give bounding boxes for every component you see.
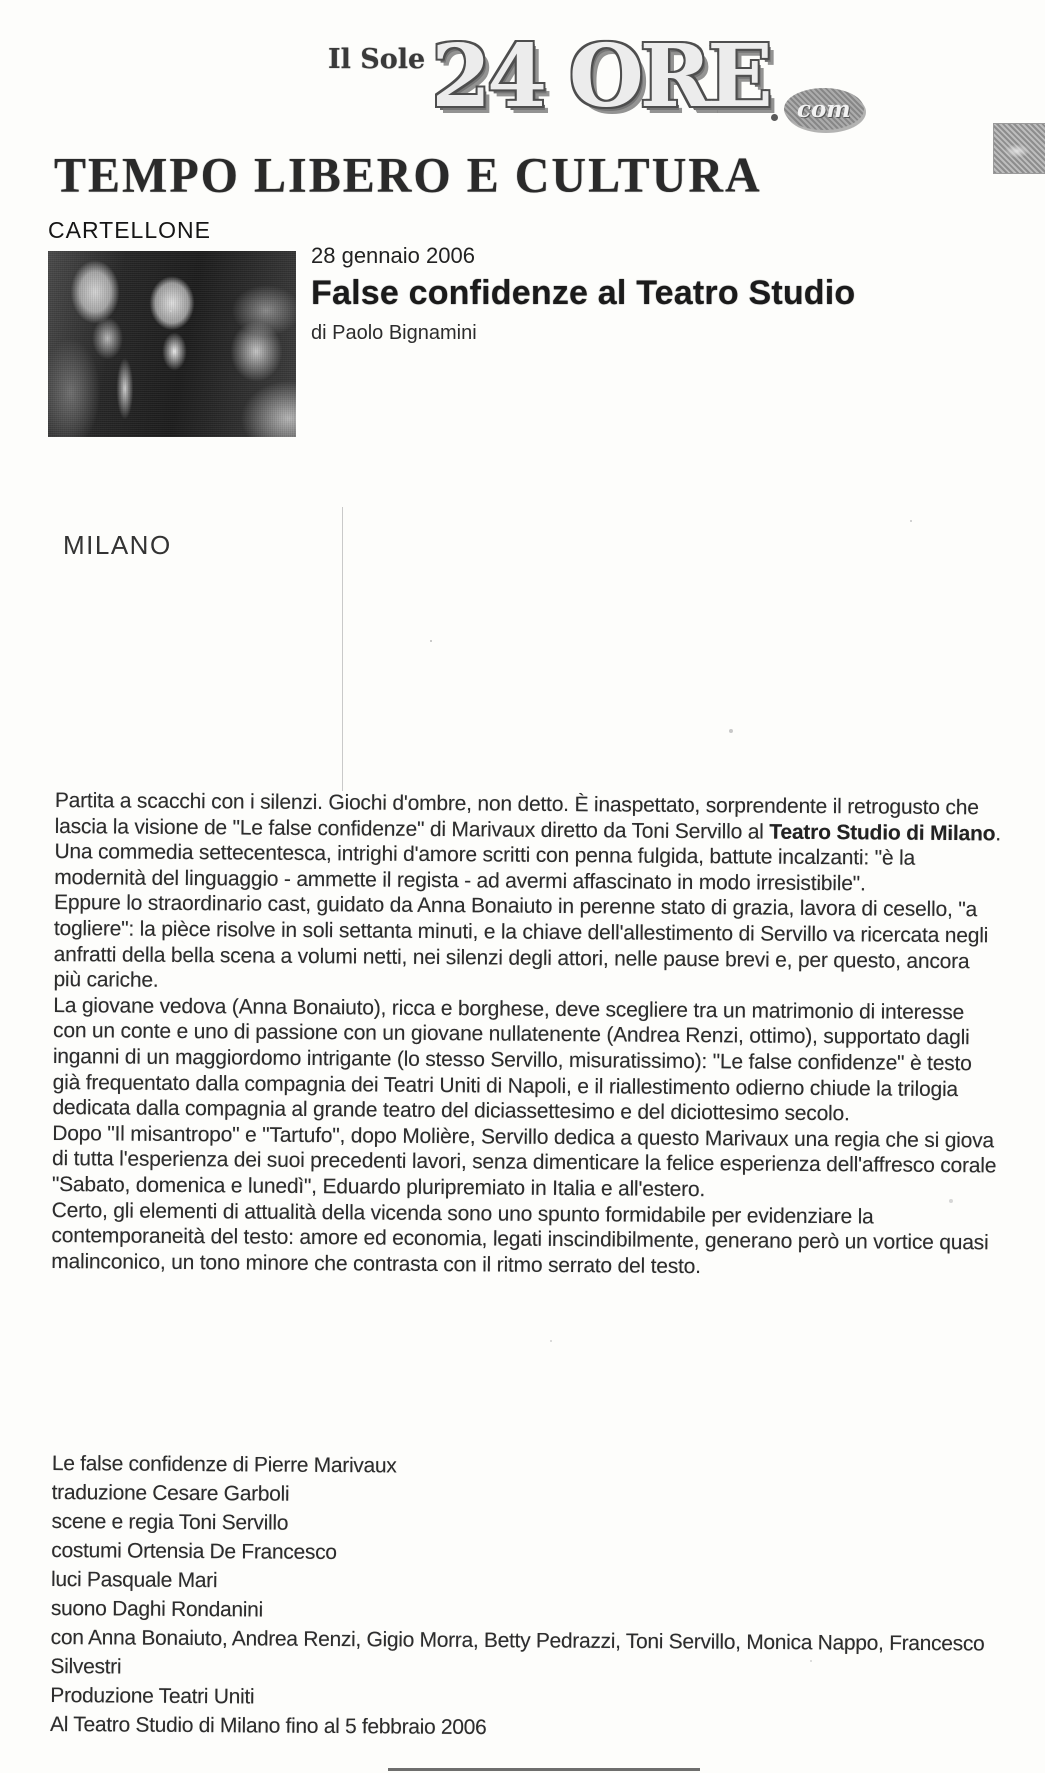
credit-title: Le false confidenze di Pierre Marivaux (51, 1451, 397, 1478)
article-body (51, 788, 1003, 1282)
article-byline: di Paolo Bignamini (311, 322, 477, 344)
credit-cast: con Anna Bonaiuto, Andrea Renzi, Gigio Morra, Betty Pedrazzi, Toni Servillo, Monica Nappo, Francesco Silvestri (50, 1625, 985, 1679)
logo-24ore-text: 24 ORE (431, 26, 769, 127)
paragraph-1-bold: Teatro Studio di Milano (769, 820, 996, 845)
paragraph-1-end: . (995, 821, 1002, 846)
paragraph-5: Dopo "Il misantropo" e "Tartufo", dopo Molière, Servillo dedica a questo Marivaux una regia che si giova di tutta l'esperienza dei suoi precedenti lavori, senza dimenticare la felice esperienza dell'affresco corale "Sabato, domenica e lunedì", Eduardo pluripremiato in Italia e all'estero. (51, 1121, 997, 1202)
logo-ilsole-text: Il Sole (328, 44, 426, 75)
article-photo (48, 251, 296, 437)
credits-block (50, 1449, 1032, 1746)
logo-dot (771, 114, 778, 121)
credit-lights: luci Pasquale Mari (51, 1567, 218, 1593)
credit-production: Produzione Teatri Uniti (50, 1683, 255, 1709)
credit-costumes: costumi Ortensia De Francesco (51, 1538, 337, 1564)
photo-halftone-overlay (48, 251, 296, 437)
credit-translation: traduzione Cesare Garboli (51, 1480, 290, 1506)
section-title: TEMPO LIBERO E CULTURA (54, 147, 762, 204)
ilsole24ore-logo (328, 26, 864, 130)
credit-venue-dates: Al Teatro Studio di Milano fino al 5 febbraio 2006 (49, 1712, 487, 1740)
credit-direction: scene e regia Toni Servillo (51, 1509, 289, 1535)
paragraph-1 (55, 788, 1003, 847)
paragraph-1-start: Partita a scacchi con i silenzi. Giochi d'ombre, non detto. È inaspettato, sorprendente il retrogusto che lascia la visione de "Le false confidenze" di Marivaux diretto da Toni Servillo al (54, 788, 979, 844)
scan-stamp-icon (994, 124, 1045, 173)
logo-com-badge (784, 88, 864, 130)
paragraph-2: Una commedia settecentesca, intrighi d'amore scritti con penna fulgida, battute incalzanti: "è la modernità del linguaggio - ammette il regista - ad avermi affascinato in modo irresistibile". (54, 840, 916, 896)
logo-com-text: com (796, 95, 851, 123)
article-header (311, 243, 1011, 345)
scan-edge-mark (388, 1768, 700, 1771)
scan-noise (430, 640, 432, 642)
paragraph-3: Eppure lo straordinario cast, guidato da Anna Bonaiuto in perenne stato di grazia, lavora di cesello, "a togliere": la pièce risolve in soli settanta minuti, e la chiave dell'allestimento di Servillo va ricercata negli anfratti della bella scena a volumi netti, nei silenzi degli attori, nelle pause brevi e, per questo, ancora più cariche. (53, 891, 989, 992)
paragraph-4: La giovane vedova (Anna Bonaiuto), ricca e borghese, deve scegliere tra un matrimonio di interesse con un conte e uno di passione con un giovane nullatenente (Andrea Renzi, ottimo), supportato dagli inganni di un maggiordomo intrigante (lo stesso Servillo, misuratissimo): "Le false confidenze" è testo già frequentato dalla compagnia dei Teatri Uniti di Napoli, e il riallestimento odierno chiude la trilogia dedicata dalla compagnia al grande teatro del diciassettesimo e del diciottesimo secolo. (52, 993, 972, 1126)
paragraph-6: Certo, gli elementi di attualità della vicenda sono uno spunto formidabile per evidenziare la contemporaneità del testo: amore ed economia, legati inscindibilmente, generano però un vortice quasi malinconico, un tono minore che contrasta con il ritmo serrato del testo. (51, 1198, 989, 1278)
city-label: MILANO (63, 530, 172, 560)
rubric-label: CARTELLONE (48, 217, 211, 243)
article-headline: False confidenze al Teatro Studio (311, 274, 856, 312)
column-divider (342, 507, 343, 791)
article-date: 28 gennaio 2006 (311, 243, 475, 268)
credit-sound: suono Daghi Rondanini (50, 1596, 263, 1622)
